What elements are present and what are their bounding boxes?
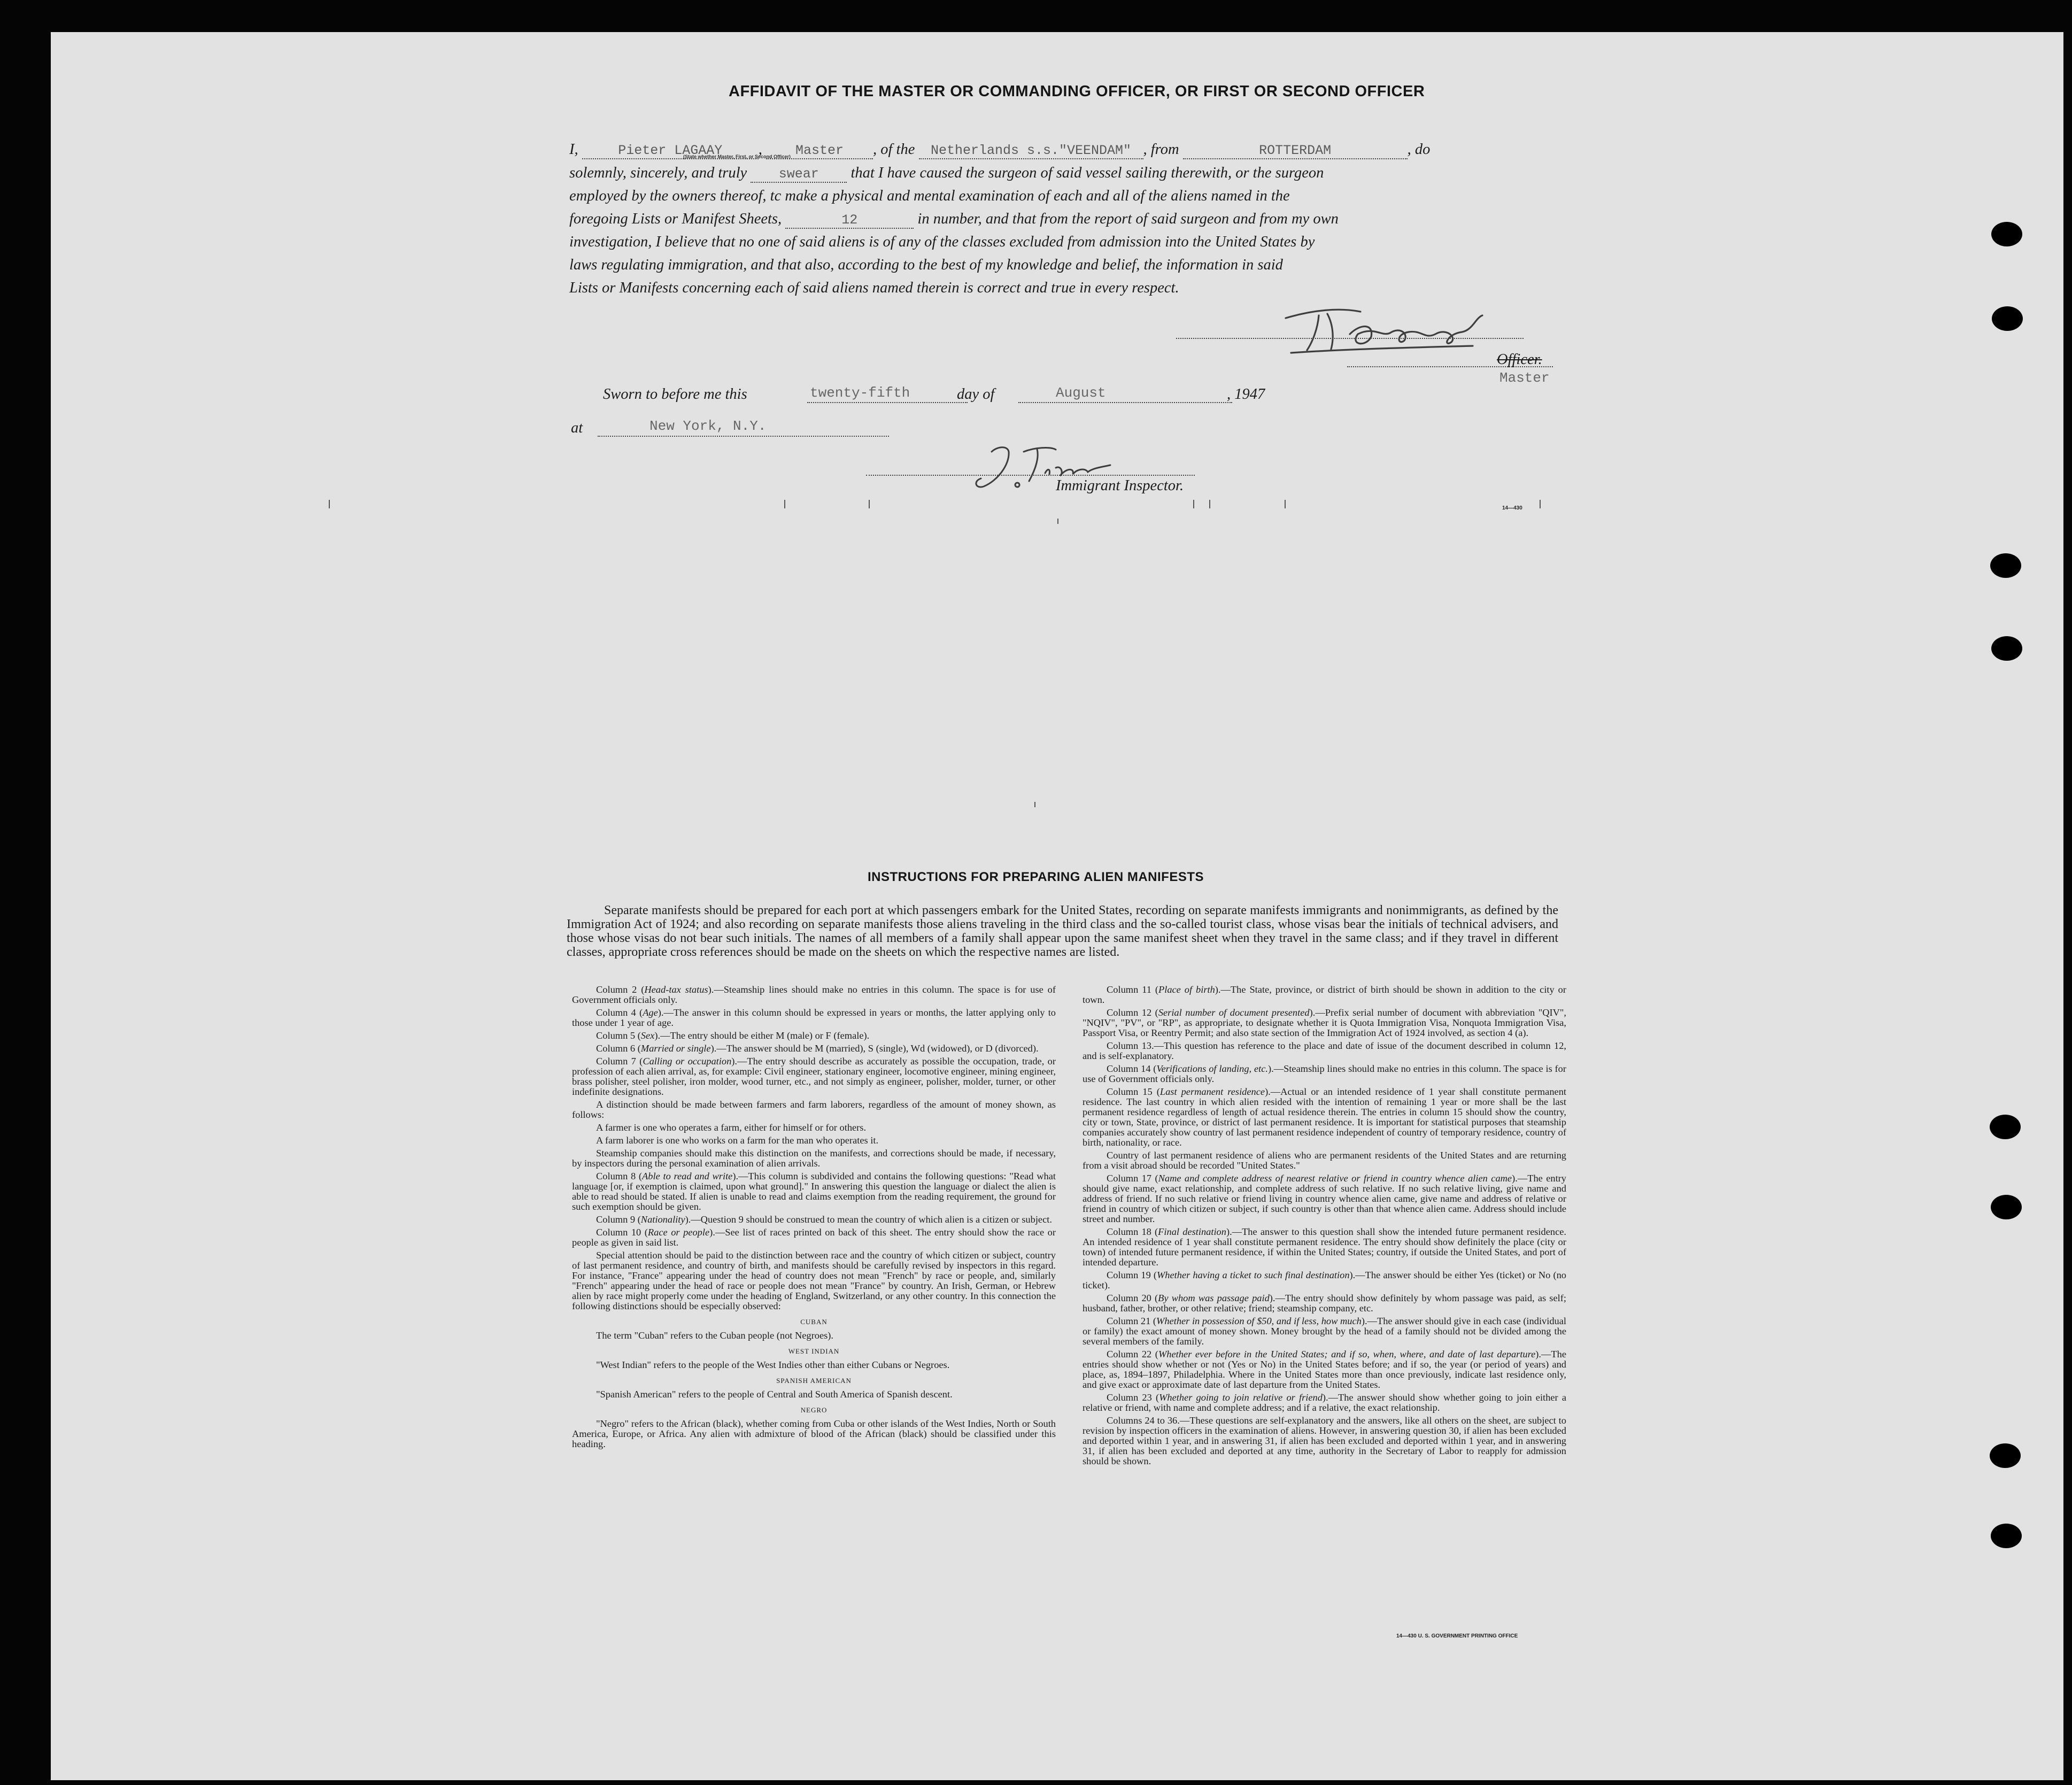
rank-sublabel: (State whether Master, First, or Second Officer)	[683, 154, 791, 159]
sheet-count-field: 12	[785, 213, 914, 229]
column-heading: Column 8 (	[596, 1171, 643, 1181]
column-heading: Column 4 (	[596, 1007, 643, 1018]
line1-from: , from	[1143, 141, 1179, 158]
column-text: ).—The State, province, or district of birth should be shown in addition to the city or town.	[1083, 984, 1566, 1005]
oath-field: swear	[751, 167, 847, 183]
column-heading: Column 22 (	[1107, 1349, 1158, 1359]
column-heading: Column 23 (	[1107, 1392, 1159, 1403]
registration-tick	[1209, 500, 1210, 508]
column-term: Age	[643, 1007, 658, 1018]
column-text: ).—Actual or an intended residence of 1 year shall constitute permanent residence. The last country in which alien resided with the intention of remaining 1 year or more shall be the last permanent residence regardless of length of actual residence therein. The entries in column 15 should show the country, city or town, State, province, or district of last permanent residence. It is important for statistical purposes that steamship companies accurately show country of last permanent residence independent of country of temporary residence, country of birth, nationality, or race.	[1083, 1086, 1566, 1148]
column-text: ).—The answer should be M (married), S (single), Wd (widowed), or D (divorced).	[710, 1043, 1039, 1054]
column-text: ).—The entry should give name, exact relationship, and complete address of such relative. If no such relative living, give name and address of friend. If no such relative or friend living in country whence alien came, give name and address of relative or friend in country of which citizen or subject, if such country is other than that whence alien came. Address should include street and number.	[1083, 1173, 1566, 1224]
instruction-paragraph	[572, 1008, 1056, 1028]
column-heading: Column 10 (	[596, 1227, 648, 1238]
column-heading: Column 9 (	[596, 1214, 641, 1225]
subheading: SPANISH AMERICAN	[776, 1377, 852, 1385]
column-heading: Column 11 (	[1107, 984, 1158, 995]
punch-hole	[1990, 1443, 2021, 1468]
column-term: Nationality	[640, 1214, 685, 1225]
registration-tick	[1193, 500, 1194, 508]
column-text: Columns 24 to 36.—These questions are self-explanatory and the answers, like all others on the sheet, are subject to revision by inspection officers in the examination of aliens. However, in answering question 30, if alien has been excluded and deported within 1 year, and in answering 31, if alien has been excluded and deported within 1 year, and in answering 31, if alien has been excluded and deported at any time, authority in the Secretary of Labor to reapply for admission should be shown.	[1083, 1415, 1566, 1466]
instruction-paragraph	[1083, 1349, 1566, 1390]
instructions-right-column	[1083, 985, 1566, 1469]
column-text: Steamship companies should make this distinction on the manifests, and corrections should be made, if necessary, by inspectors during the personal examination of alien arrivals.	[572, 1148, 1056, 1169]
column-text: A distinction should be made between farmers and farm laborers, regardless of the amount of money shown, as follows:	[572, 1099, 1056, 1120]
sworn-month-line	[1018, 402, 1232, 403]
column-heading: Column 12 (	[1107, 1007, 1158, 1018]
sworn-prefix: Sworn to before me this	[603, 386, 747, 403]
departure-port-field: ROTTERDAM	[1183, 143, 1408, 159]
column-text: ).—The answer to this question shall show the intended future permanent residence. An intended residence of 1 year shall constitute permanent residence. The entry should show definitely the place (city or town) of intended future permanent residence, if within the United States; country, if outside the United States, and port of intended departure.	[1083, 1226, 1566, 1268]
column-term: Last permanent residence	[1159, 1086, 1265, 1097]
instruction-paragraph	[572, 1044, 1056, 1054]
inspector-label: Immigrant Inspector.	[1056, 477, 1184, 494]
line2-before: solemnly, sincerely, and truly	[569, 165, 747, 181]
column-term: Verifications of landing, etc.	[1156, 1063, 1268, 1074]
instruction-paragraph	[1083, 1064, 1566, 1084]
column-term: Whether having a ticket to such final destination	[1156, 1270, 1350, 1280]
column-text: ).—The entry should describe as accurately as possible the occupation, trade, or profession of each alien arrival, as, for example: Civil engineer, stationary engineer, locomotive engineer, mining engineer, brass polisher, steel polisher, iron molder, wood turner, etc., and not simply as engineer, polisher, molder, turner, or other indefinite designations.	[572, 1056, 1056, 1097]
registration-tick	[1034, 802, 1035, 807]
punch-hole	[1991, 1524, 2022, 1548]
instruction-paragraph	[1083, 1316, 1566, 1347]
column-term: Race or people	[647, 1227, 710, 1238]
vessel-field: Netherlands s.s."VEENDAM"	[919, 143, 1143, 159]
column-term: Place of birth	[1158, 984, 1215, 995]
column-text: ).—Steamship lines should make no entries in this column. The space is for use of Government officials only.	[572, 984, 1056, 1005]
instruction-paragraph	[1083, 1041, 1566, 1061]
line4-before: foregoing Lists or Manifest Sheets,	[569, 211, 782, 227]
column-term: Able to read and write	[642, 1171, 733, 1181]
column-text: Column 13.—This question has reference to the place and date of issue of the document described in column 12, and is self-explanatory.	[1083, 1040, 1566, 1061]
instruction-paragraph	[572, 1135, 1056, 1146]
column-term: Final destination	[1158, 1226, 1226, 1237]
master-signature	[1280, 297, 1505, 358]
column-heading: Column 6 (	[596, 1043, 641, 1054]
column-term: Whether ever before in the United States; and if so, when, where, and date of last departure	[1158, 1349, 1536, 1359]
instructions-title: INSTRUCTIONS FOR PREPARING ALIEN MANIFESTS	[868, 870, 1204, 884]
column-text: ).—The answer should be either Yes (ticket) or No (no ticket).	[1083, 1270, 1566, 1291]
instruction-paragraph	[572, 1148, 1056, 1169]
column-term: Serial number of document presented	[1158, 1007, 1310, 1018]
column-term: Whether going to join relative or friend	[1159, 1392, 1323, 1403]
instruction-paragraph	[572, 1171, 1056, 1212]
sworn-at: at	[571, 420, 583, 436]
column-heading: Column 17 (	[1107, 1173, 1158, 1184]
column-term: Sex	[640, 1030, 655, 1041]
column-text: ).—The answer in this column should be expressed in years or months, the latter applying only to those under 1 year of age.	[572, 1007, 1056, 1028]
column-heading: Column 18 (	[1107, 1226, 1158, 1237]
punch-hole	[1990, 553, 2021, 578]
instruction-paragraph	[1083, 1087, 1566, 1148]
column-text: A farmer is one who operates a farm, either for himself or for others.	[596, 1122, 867, 1133]
subheading: NEGRO	[800, 1406, 828, 1414]
master-signature-line	[1176, 338, 1524, 339]
column-heading: Column 7 (	[596, 1056, 643, 1067]
master-signature-ink	[1280, 297, 1505, 358]
column-text: ).—Steamship lines should make no entries in this column. The space is for use of Government officials only.	[1083, 1063, 1567, 1084]
column-text: ).—The entry should show definitely by whom passage was paid, as self; husband, father, brother, or other relative; friend; steamship company, etc.	[1083, 1293, 1566, 1313]
line1-i: I,	[569, 141, 578, 158]
column-text: ).—The entry should be either M (male) or F (female).	[654, 1030, 870, 1041]
column-term: Whether in possession of $50, and if less, how much	[1156, 1316, 1362, 1326]
punch-hole	[1991, 222, 2022, 246]
affidavit-line-4	[569, 207, 1569, 230]
inspector-signature-line	[866, 475, 1195, 476]
punch-hole	[1991, 1195, 2022, 1219]
sworn-day-of: day of	[957, 386, 995, 403]
instruction-paragraph	[1083, 1393, 1566, 1413]
instruction-paragraph	[572, 1056, 1056, 1097]
column-heading: Column 5 (	[596, 1030, 641, 1041]
column-text: ).—Question 9 should be construed to mean the country of which alien is a citizen or subject.	[685, 1214, 1052, 1225]
column-text: Country of last permanent residence of aliens who are permanent residents of the United States and are returning from a visit abroad should be recorded "United States."	[1083, 1150, 1566, 1171]
form-number: 14—430	[1502, 505, 1522, 511]
column-heading: Column 19 (	[1107, 1270, 1157, 1280]
sworn-day-field: twenty-fifth	[810, 385, 910, 401]
instruction-paragraph	[1083, 1008, 1566, 1038]
instruction-paragraph	[572, 1360, 1056, 1370]
line1-sep: ,	[758, 141, 762, 158]
column-text: "Negro" refers to the African (black), whether coming from Cuba or other islands of the West Indies, North or South America, Europe, or Africa. Any alien with admixture of blood of the African (black) should be classified under this heading.	[572, 1418, 1056, 1449]
instruction-paragraph	[572, 1419, 1056, 1449]
instruction-paragraph	[572, 1389, 1056, 1400]
column-text: A farm laborer is one who works on a farm for the man who operates it.	[596, 1135, 879, 1146]
affidavit-line-5: investigation, I believe that no one of said aliens is of any of the classes excluded from admission into the United States by	[569, 234, 1315, 250]
column-text: ).—Prefix serial number of document with abbreviation "QIV", "NQIV", "PV", or "RP", as appropriate, to designate whether it is Quota Immigration Visa, Nonquota Immigration Visa, Passport Visa, or Reentry Permit; and also state section of the Immigration Act of 1924 involved, as section 4 (a).	[1083, 1007, 1567, 1038]
affidavit-line-3: employed by the owners thereof, tc make a physical and mental examination of each and all of the aliens named in the	[569, 188, 1290, 204]
column-text: ).—The entries should show whether or not (Yes or No) in the United States before; and if so, the year (or period of years) and place, as, 1894–1897, Philadelphia. Where in the United States more than once previously, indicate last residence only, and give exact or approximate date of last departure from the United States.	[1083, 1349, 1566, 1390]
registration-tick	[329, 500, 330, 508]
registration-tick	[869, 500, 870, 508]
instruction-paragraph	[1083, 985, 1566, 1005]
sworn-place-line	[598, 436, 889, 437]
column-text: ).—See list of races printed on back of this sheet. The entry should show the race or people as given in said list.	[572, 1227, 1056, 1248]
officer-name-field: Pieter LAGAAY	[582, 143, 759, 159]
instruction-paragraph	[1083, 1270, 1566, 1291]
column-text: "Spanish American" refers to the people of Central and South America of Spanish descent.	[596, 1389, 953, 1400]
punch-hole	[1990, 1115, 2021, 1139]
instruction-paragraph	[572, 985, 1056, 1005]
registration-tick	[1285, 500, 1286, 508]
column-term: By whom was passage paid	[1158, 1293, 1270, 1303]
instructions-left-column	[572, 985, 1056, 1452]
sworn-month-field: August	[1056, 385, 1106, 401]
column-term: Head-tax status	[644, 984, 708, 995]
column-heading: Column 14 (	[1107, 1063, 1157, 1074]
column-heading: Column 21 (	[1107, 1316, 1157, 1326]
instruction-paragraph	[572, 1123, 1056, 1133]
subheading: CUBAN	[800, 1318, 828, 1326]
instruction-paragraph	[572, 1250, 1056, 1311]
column-text: ).—This column is subdivided and contains the following questions: "Read what language [or, if exemption is claimed, upon what ground]." In answering this question the language or dialect the alien is able to read should be stated. If alien is unable to read and claims exemption from the reading requirement, the ground for such exemption should be given.	[572, 1171, 1056, 1212]
instruction-paragraph	[1083, 1416, 1566, 1466]
column-term: Name and complete address of nearest relative or friend in country whence alien came	[1158, 1173, 1512, 1184]
instruction-paragraph	[572, 1215, 1056, 1225]
sworn-day-line	[807, 402, 968, 403]
subheading: WEST INDIAN	[788, 1347, 840, 1355]
column-heading: Column 2 (	[596, 984, 645, 995]
column-text: The term "Cuban" refers to the Cuban people (not Negroes).	[596, 1330, 833, 1341]
registration-tick	[784, 500, 785, 508]
affidavit-title: AFFIDAVIT OF THE MASTER OR COMMANDING OFFICER, OR FIRST OR SECOND OFFICER	[729, 83, 1425, 100]
officer-label: Officer.	[1497, 351, 1542, 368]
affidavit-line-6: laws regulating immigration, and that also, according to the best of my knowledge and belief, the information in said	[569, 257, 1283, 273]
sworn-year: , 1947	[1227, 386, 1265, 403]
instruction-paragraph	[1083, 1150, 1566, 1171]
line2-after: that I have caused the surgeon of said vessel sailing therewith, or the surgeon	[851, 165, 1324, 181]
line4-after: in number, and that from the report of said surgeon and from my own	[917, 211, 1339, 227]
column-heading: Column 20 (	[1107, 1293, 1158, 1303]
affidavit-line-2	[569, 161, 1569, 184]
instruction-paragraph	[572, 1100, 1056, 1120]
affidavit-line-7: Lists or Manifests concerning each of said aliens named therein is correct and true in every respect.	[569, 280, 1179, 296]
instruction-paragraph	[1083, 1227, 1566, 1268]
printer-note: 14—430 U. S. GOVERNMENT PRINTING OFFICE	[1396, 1633, 1518, 1639]
column-heading: Column 15 (	[1107, 1086, 1160, 1097]
instruction-paragraph	[572, 1331, 1056, 1341]
sworn-place-field: New York, N.Y.	[650, 418, 767, 434]
column-text: Special attention should be paid to the distinction between race and the country of which citizen or subject, country of last permanent residence, and country of birth, and manifests should be carefully revised by inspectors in this regard. For instance, "France" appearing under the head of country does not mean "French" by race or people, and, similarly "French" appearing under the head of race or people does not mean "France" by country. An Irish, German, or Hebrew alien by race might properly come under the heading of England, Switzerland, or any other country. In this connection the following distinctions should be especially observed:	[572, 1250, 1056, 1311]
line1-do: , do	[1407, 141, 1431, 158]
column-term: Married or single	[640, 1043, 711, 1054]
column-text: "West Indian" refers to the people of the West Indies other than either Cubans or Negroes.	[596, 1359, 950, 1370]
instruction-paragraph	[1083, 1293, 1566, 1313]
instruction-paragraph	[1083, 1173, 1566, 1224]
column-text: ).—The answer should show whether going to join either a relative or friend, with name and complete address; and if a relative, the exact relationship.	[1083, 1392, 1566, 1413]
registration-tick	[1540, 500, 1541, 508]
officer-rank-field: Master	[766, 143, 873, 159]
instructions-intro: Separate manifests should be prepared for each port at which passengers embark for the United States, recording on separate manifests immigrants and nonimmigrants, as defined by the Immigration Act of 1924; and also recording on separate manifests those aliens traveling in the third class and the so-called tourist class, whose visas bear the initials of technical advisers, and those whose visas do not bear such initials. The names of all members of a family shall appear upon the same manifest sheet when they travel in the same class; and if they travel in different classes, appropriate cross references should be made on the sheets on which the respective names are listed.	[567, 903, 1558, 959]
officer-typed-rank: Master	[1499, 370, 1550, 386]
punch-hole	[1991, 636, 2022, 661]
column-text: ).—The answer should give in each case (individual or family) the exact amount of money shown. Money brought by the head of a family should not be divided among the several members of the family.	[1083, 1316, 1567, 1347]
punch-hole	[1992, 306, 2023, 331]
line1-of-the: , of the	[873, 141, 915, 158]
instruction-paragraph	[572, 1031, 1056, 1041]
instruction-paragraph	[572, 1227, 1056, 1248]
column-term: Calling or occupation	[643, 1056, 732, 1067]
registration-tick	[1057, 519, 1058, 524]
